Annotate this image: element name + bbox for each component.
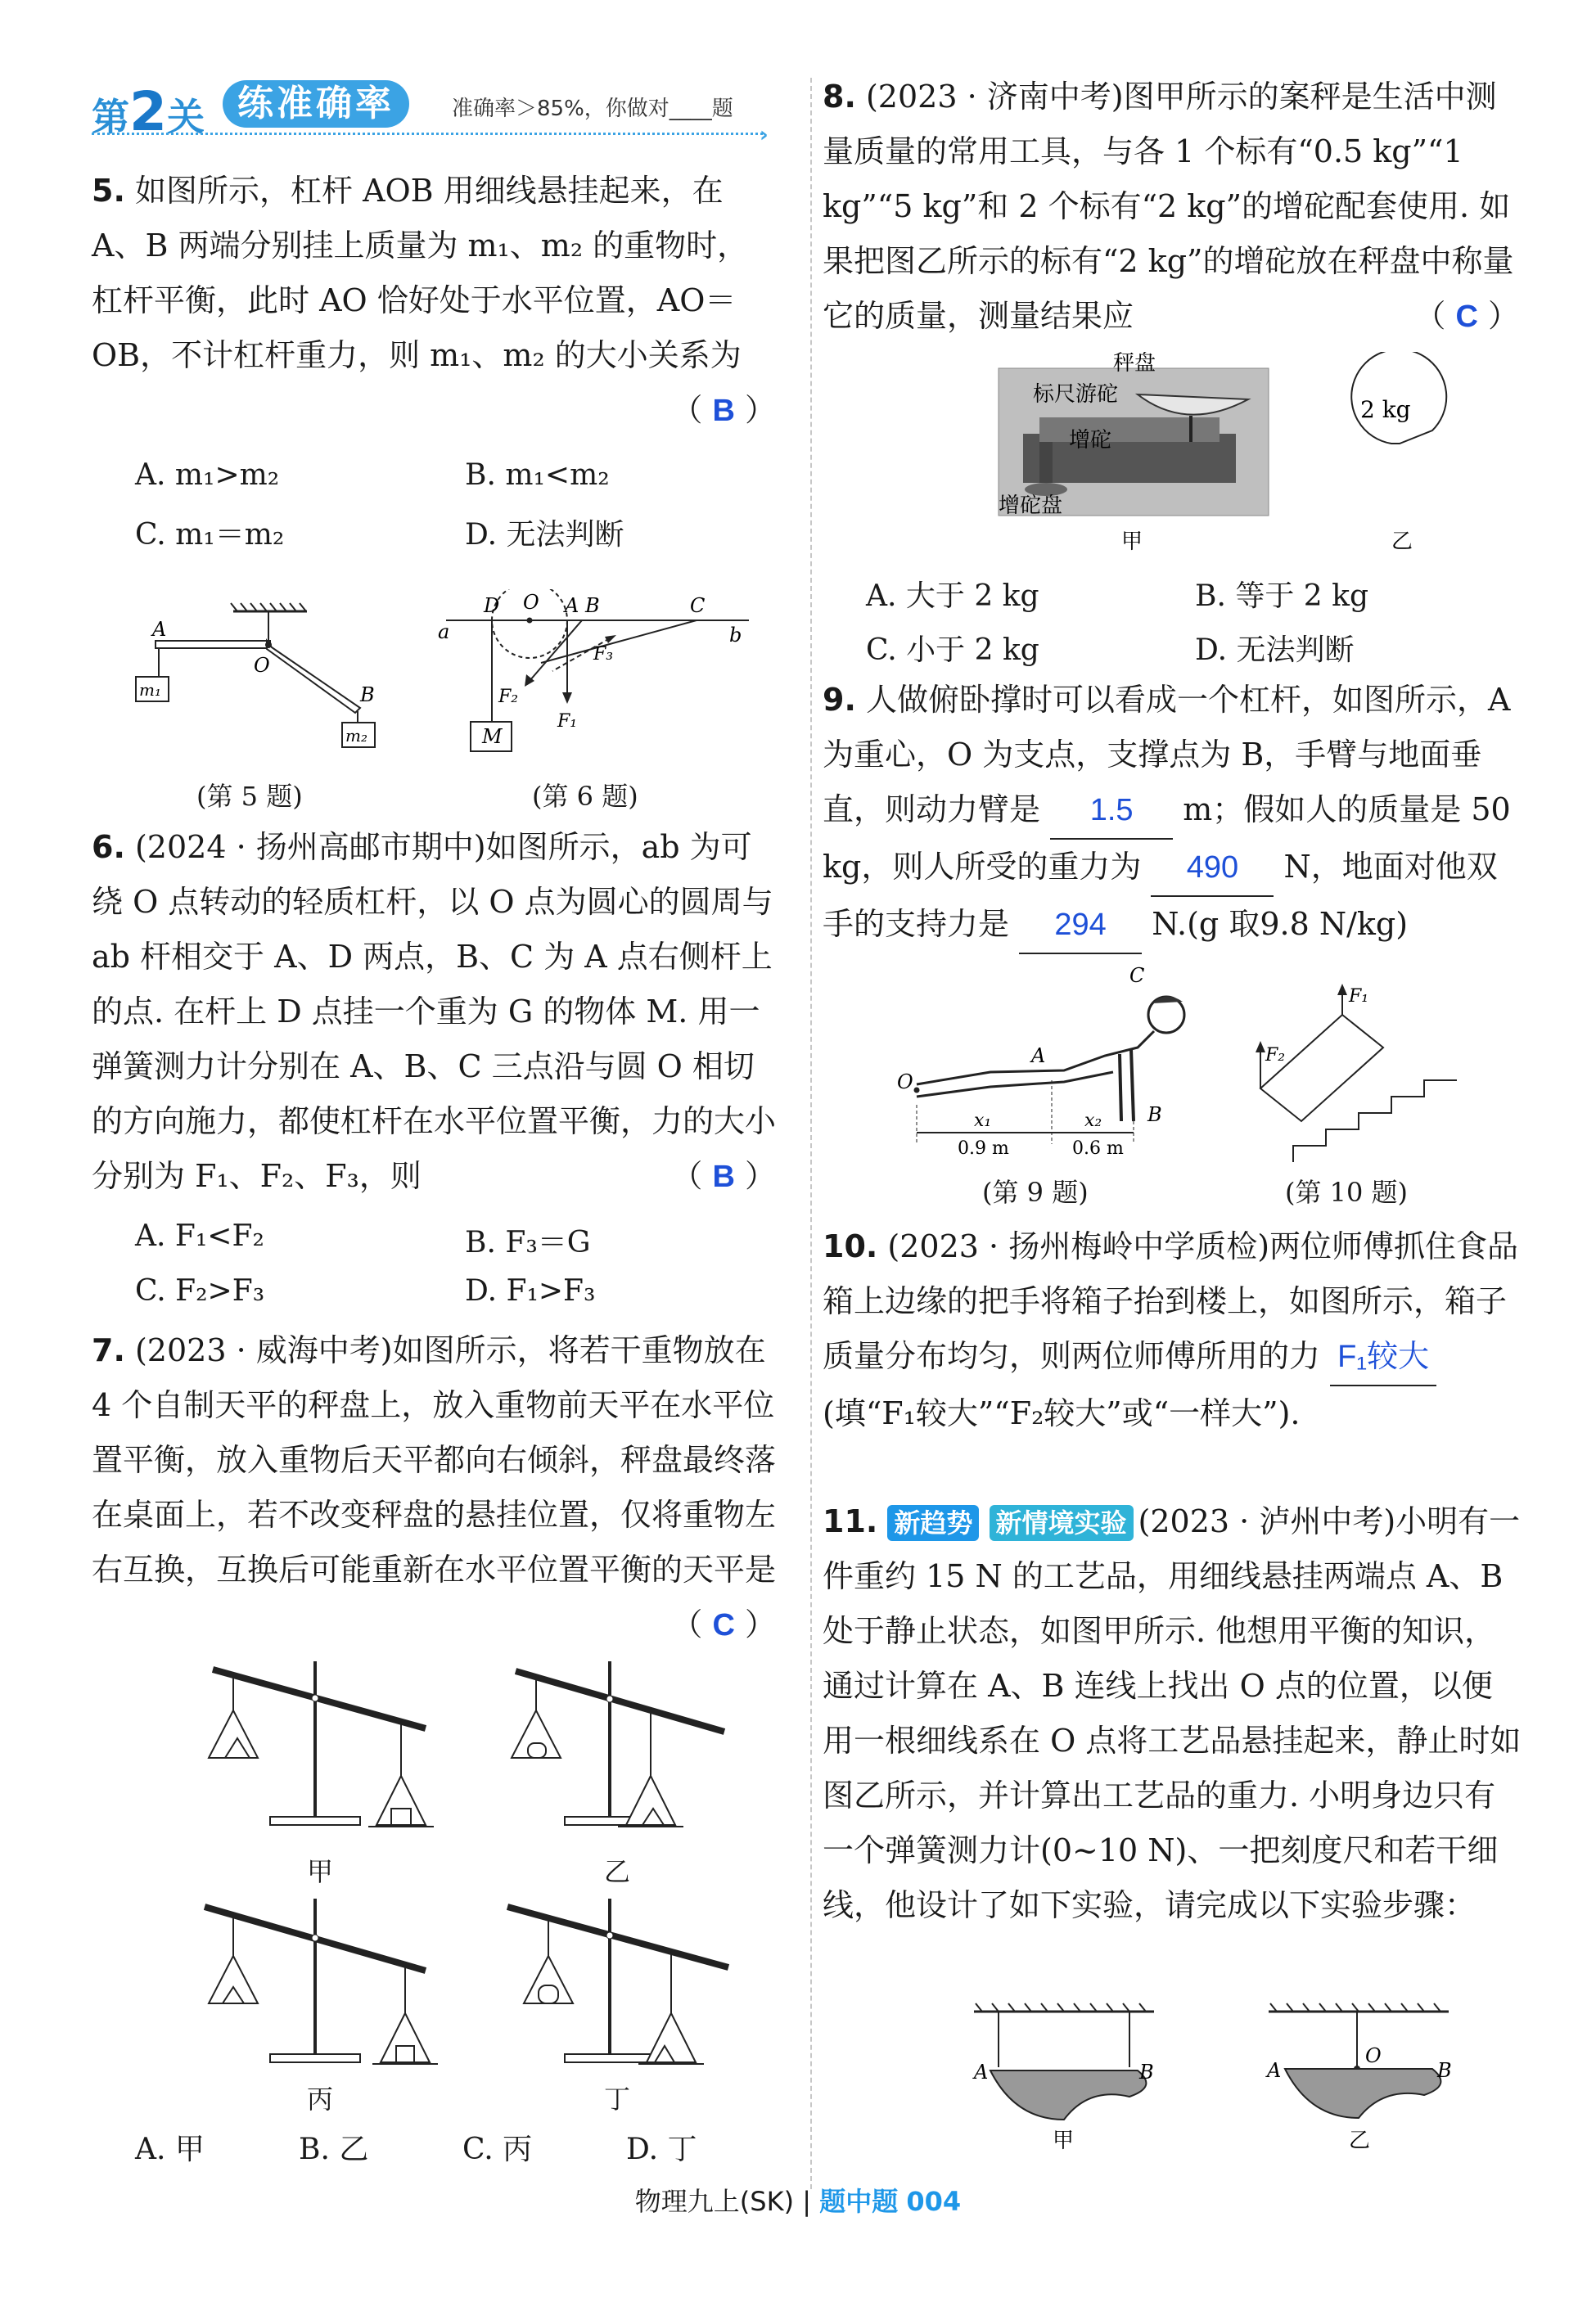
accuracy-tip: 准确率＞85%，你做对____题: [452, 97, 733, 121]
svg-text:A: A: [1267, 2059, 1282, 2082]
q8-option-d: D. 无法判断: [1195, 633, 1355, 667]
q8-answer: C: [1455, 300, 1478, 334]
q6-option-a: A. F₁<F₂: [135, 1219, 264, 1253]
svg-text:M: M: [482, 725, 503, 748]
q7-option-d: D. 丁: [626, 2133, 697, 2166]
section-header: [92, 75, 771, 147]
svg-text:F₁: F₁: [1349, 986, 1369, 1007]
q5-figure: [123, 593, 385, 765]
q5-option-a: A. m₁>m₂: [135, 458, 280, 492]
q7-answer: C: [712, 1608, 735, 1642]
footer-subject: 物理九上(SK): [634, 2186, 795, 2217]
q5-option-b: B. m₁<m₂: [465, 458, 610, 492]
page-footer: [0, 2181, 1596, 2219]
q6-figure: [438, 589, 749, 761]
q7-option-a: A. 甲: [135, 2133, 205, 2166]
q8-weight-label: 2 kg: [1360, 396, 1411, 423]
q8-option-a: A. 大于 2 kg: [866, 579, 1039, 613]
q11-figure: [966, 1997, 1490, 2152]
svg-text:F₁: F₁: [557, 711, 578, 732]
svg-text:F₂: F₂: [498, 687, 519, 707]
q5-caption: (第 5 题): [196, 781, 303, 812]
question-8: 8. (2023 · 济南中考)图甲所示的案秤是生活中测量质量的常用工具，与各 1 个标有“0.5 kg”“1 kg”“5 kg”和 2 个标有“2 kg”的增砣配套使用. 如果把图乙所示的标有“2 kg”的增砣放在秤盘中称量它的质量，测量结果应 （ C ）: [823, 79, 1519, 334]
svg-text:C: C: [1129, 964, 1145, 987]
q9-x1-label: 0.9 m: [958, 1138, 1009, 1159]
svg-text:m₁: m₁: [139, 680, 161, 700]
svg-text:b: b: [729, 624, 742, 647]
q11-tag-trend: 新趋势: [887, 1505, 979, 1541]
svg-text:A: A: [1031, 1044, 1046, 1067]
q8-label-jia: 甲: [1121, 529, 1143, 554]
q9-text-1: 人做俯卧撑时可以看成一个杠杆，如图所示，A 为重心，O 为支点，支撑点为 B，手臂与地面垂直，则动力臂是: [823, 682, 1511, 827]
q9-caption: (第 9 题): [982, 1177, 1089, 1208]
level-label: 第2关: [92, 80, 205, 143]
q7-option-c: C. 丙: [462, 2133, 533, 2166]
q6-caption: (第 6 题): [532, 781, 638, 812]
q6-option-c: C. F₂>F₃: [135, 1274, 265, 1308]
q9-answer-support: 294: [1019, 898, 1142, 954]
svg-text:C: C: [690, 594, 706, 617]
question-11: 11. 新趋势 新情境实验 (2023 · 泸州中考)小明有一件重约 15 N 的工艺品，用细线悬挂两端点 A、B 处于静止状态，如图甲所示. 他想用平衡的知识，通过计算在 A、B 连线上找出 O 点的位置，以便用一根细线系在 O 点将工艺品悬挂起来，静止时如图乙所示，并计算出工艺品的重力. 小明身边只有一个弹簧测力计(0~10 N)、一把刻度尺和若干细线，他设计了如下实验，请完成以下实验步骤：: [823, 1503, 1522, 1923]
q9-figure: [892, 957, 1195, 1162]
q10-text: (2023 · 扬州梅岭中学质检)两位师傅抓住食品箱上边缘的把手将箱子抬到楼上，如图所示，箱子质量分布均匀，则两位师傅所用的力: [823, 1228, 1519, 1374]
q8-option-c: C. 小于 2 kg: [866, 633, 1039, 667]
q9-text-2: m；假如人的质量是 50 kg，则人所受的重力为: [823, 791, 1511, 885]
svg-text:A: A: [974, 2061, 989, 2084]
q8-label-tray: 秤盘: [1113, 352, 1156, 376]
svg-text:D: D: [484, 594, 500, 617]
svg-text:x₁: x₁: [974, 1111, 992, 1131]
q8-figure: [990, 352, 1514, 556]
arrow-right-icon: ›: [760, 123, 769, 147]
column-divider: [810, 78, 812, 2189]
svg-text:m₂: m₂: [345, 726, 367, 746]
q7-balance-yi: [499, 1653, 761, 1850]
q7-balance-ding: [499, 1890, 761, 2087]
q11-label-yi: 乙: [1349, 2129, 1371, 2152]
header-underline: [92, 133, 763, 135]
q7-label-ding: 丁: [604, 2084, 631, 2115]
q5-option-c: C. m₁＝m₂: [135, 518, 285, 552]
svg-text:A: A: [152, 618, 167, 641]
svg-text:O: O: [1365, 2044, 1382, 2067]
q6-text: (2024 · 扬州高邮市期中)如图所示，ab 为可绕 O 点转动的轻质杠杆，以 O 点为圆心的圆周与 ab 杆相交于 A、D 两点，B、C 为 A 点右侧杆上的点. 在杆上 D 点挂一个重为 G 的物体 M. 用一弹簧测力计分别在 A、B、C 三点沿与圆 O 相切的方向施力，都使杠杆在水平位置平衡，力的大小分别为 F₁、F₂、F₃，则: [92, 829, 777, 1194]
q10-caption: (第 10 题): [1285, 1177, 1409, 1208]
question-10: 10. (2023 · 扬州梅岭中学质检)两位师傅抓住食品箱上边缘的把手将箱子抬到楼上，如图所示，箱子质量分布均匀，则两位师傅所用的力 F₁较大(填“F₁较大”“F₂较大”或“一样大”).: [823, 1228, 1519, 1431]
svg-text:O: O: [897, 1070, 913, 1093]
q7-balance-jia: [188, 1653, 450, 1850]
q8-label-weight: 增砣: [1069, 428, 1112, 453]
q11-tag-experiment: 新情境实验: [990, 1505, 1134, 1541]
q8-label-rider: 标尺游砣: [1033, 382, 1119, 407]
q9-text-4: N.(g 取9.8 N/kg): [1152, 906, 1409, 942]
svg-text:O: O: [523, 591, 539, 614]
q8-label-weight-tray: 增砣盘: [999, 493, 1063, 518]
page-number: 004: [906, 2186, 962, 2217]
svg-text:x₂: x₂: [1084, 1111, 1102, 1131]
q8-text: (2023 · 济南中考)图甲所示的案秤是生活中测量质量的常用工具，与各 1 个标有“0.5 kg”“1 kg”“5 kg”和 2 个标有“2 kg”的增砣配套使用. 如果把图乙所示的标有“2 kg”的增砣放在秤盘中称量它的质量，测量结果应: [823, 79, 1514, 334]
q7-text: (2023 · 威海中考)如图所示，将若干重物放在 4 个自制天平的秤盘上，放入重物前天平在水平位置平衡，放入重物后天平都向右倾斜，秤盘最终落在桌面上，若不改变秤盘的悬挂位置，仅将重物左右互换，互换后可能重新在水平位置平衡的天平是: [92, 1332, 777, 1588]
question-9: 9. 人做俯卧撑时可以看成一个杠杆，如图所示，A 为重心，O 为支点，支撑点为 B，手臂与地面垂直，则动力臂是 1.5 m；假如人的质量是 50 kg，则人所受的重力为 490 N，地面对他双手的支持力是 294 N.(g 取9.8 N/kg): [823, 673, 1522, 954]
q9-answer-gravity: 490: [1151, 840, 1274, 897]
svg-text:B: B: [1139, 2061, 1154, 2084]
q5-answer: B: [712, 394, 735, 428]
svg-text:F₂: F₂: [1265, 1045, 1286, 1066]
q7-option-b: B. 乙: [299, 2133, 369, 2166]
svg-text:F₃: F₃: [593, 644, 614, 665]
q7-label-yi: 乙: [604, 1856, 631, 1887]
q8-option-b: B. 等于 2 kg: [1195, 579, 1368, 613]
q9-answer-arm: 1.5: [1050, 783, 1173, 840]
q9-x2-label: 0.6 m: [1072, 1138, 1124, 1159]
svg-text:B: B: [1147, 1103, 1162, 1126]
section-title: 练准确率: [223, 80, 409, 128]
question-7: 7. (2023 · 威海中考)如图所示，将若干重物放在 4 个自制天平的秤盘上，放入重物前天平在水平位置平衡，放入重物后天平都向右倾斜，秤盘最终落在桌面上，若不改变秤盘的悬挂位置，仅将重物左右互换，互换后可能重新在水平位置平衡的天平是 （ C ）: [92, 1332, 777, 1642]
q7-label-bing: 丙: [307, 2084, 334, 2115]
q9-text-3: N，地面对他双手的支持力是: [823, 849, 1498, 942]
question-6: 6. (2024 · 扬州高邮市期中)如图所示，ab 为可绕 O 点转动的轻质杠杆，以 O 点为圆心的圆周与 ab 杆相交于 A、D 两点，B、C 为 A 点右侧杆上的点. 在杆上 D 点挂一个重为 G 的物体 M. 用一弹簧测力计分别在 A、B、C 三点沿与圆 O 相切的方向施力，都使杠杆在水平位置平衡，力的大小分别为 F₁、F₂、F₃，则 （ B ）: [92, 829, 777, 1194]
svg-text:B: B: [360, 683, 375, 706]
q8-label-yi: 乙: [1391, 529, 1413, 554]
q6-answer: B: [712, 1160, 735, 1194]
q10-figure: [1228, 982, 1465, 1170]
q7-balance-bing: [188, 1890, 450, 2087]
q10-answer: F₁较大: [1330, 1330, 1436, 1386]
q10-tail: (填“F₁较大”“F₂较大”或“一样大”).: [823, 1395, 1301, 1431]
q11-label-jia: 甲: [1053, 2129, 1075, 2152]
q5-text: 如图所示，杠杆 AOB 用细线悬挂起来，在 A、B 两端分别挂上质量为 m₁、m₂ 的重物时，杠杆平衡，此时 AO 恰好处于水平位置，AO＝OB，不计杠杆重力，则 m₁、m₂ 的大小关系为: [92, 173, 749, 373]
q5-option-d: D. 无法判断: [465, 518, 624, 552]
footer-section: 题中题: [819, 2186, 899, 2217]
q11-text: (2023 · 泸州中考)小明有一件重约 15 N 的工艺品，用细线悬挂两端点 A、B 处于静止状态，如图甲所示. 他想用平衡的知识，通过计算在 A、B 连线上找出 O 点的位置，以便用一根细线系在 O 点将工艺品悬挂起来，静止时如图乙所示，并计算出工艺品的重力. 小明身边只有一个弹簧测力计(0~10 N)、一把刻度尺和若干细线，他设计了如下实验，请完成以下实验步骤：: [823, 1503, 1522, 1923]
svg-text:O: O: [254, 654, 270, 677]
svg-text:B: B: [1437, 2059, 1452, 2082]
svg-text:A B: A B: [565, 594, 600, 617]
q6-option-b: B. F₃＝G: [465, 1226, 591, 1259]
q7-label-jia: 甲: [307, 1856, 334, 1887]
footer-separator: |: [802, 2186, 812, 2217]
q6-option-d: D. F₁>F₃: [465, 1274, 596, 1308]
svg-text:a: a: [438, 620, 450, 643]
question-5: 5. 如图所示，杠杆 AOB 用细线悬挂起来，在 A、B 两端分别挂上质量为 m₁、m₂ 的重物时，杠杆平衡，此时 AO 恰好处于水平位置，AO＝OB，不计杠杆重力，则 m₁、m₂ 的大小关系为 （ B ）: [92, 173, 776, 428]
